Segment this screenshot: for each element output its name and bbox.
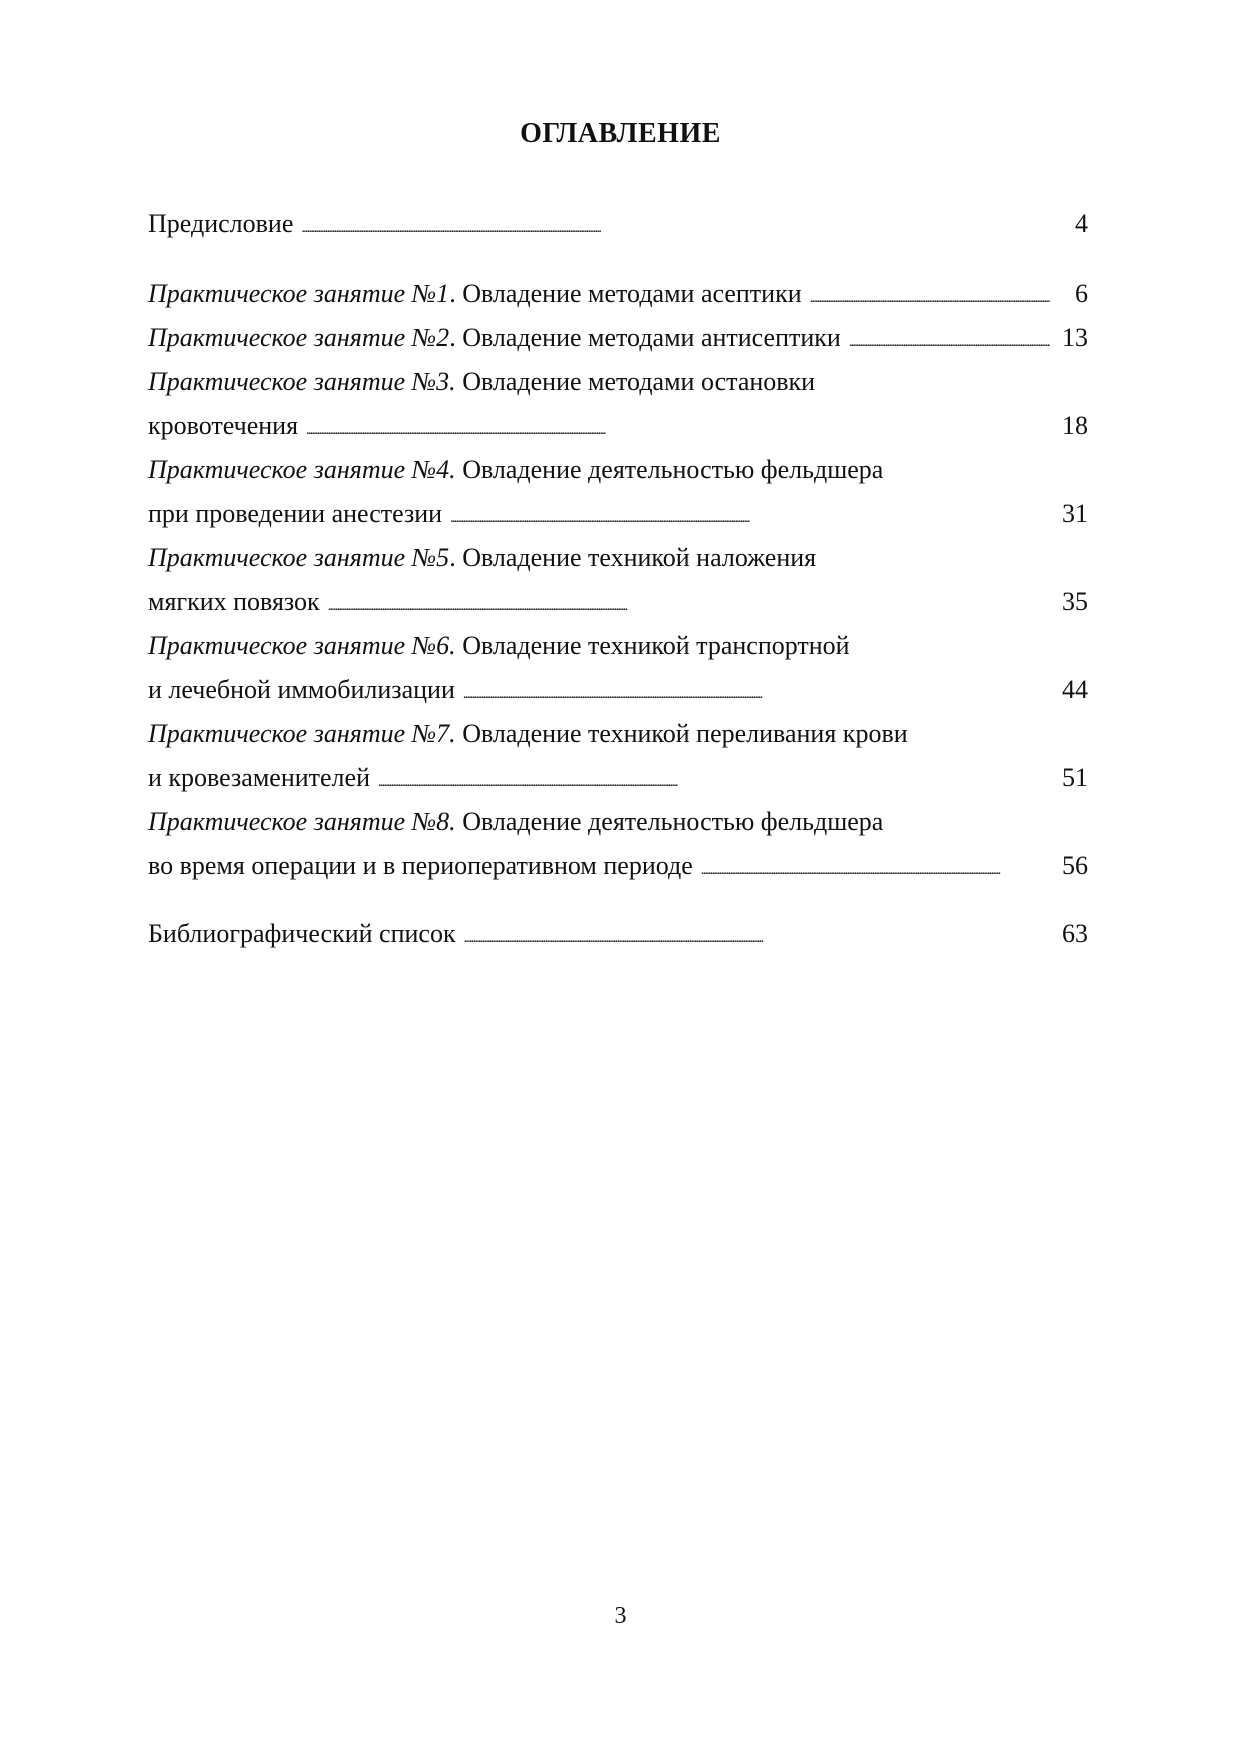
dot-leader (328, 580, 1050, 629)
lesson-title-continued: и кровезаменителей (148, 763, 370, 792)
toc-entry-title (148, 360, 815, 404)
toc-page-number: 44 (1062, 675, 1088, 704)
toc-page-number: 63 (1062, 919, 1088, 948)
lesson-title: Овладение деятельностью фельдшера (455, 455, 884, 484)
toc-page-number: 35 (1062, 587, 1088, 616)
toc-page-number: 31 (1062, 499, 1088, 528)
toc-entry-lesson-1[interactable] (148, 272, 1088, 316)
toc-page-number: 4 (1075, 209, 1088, 238)
toc-entry-second-line (148, 668, 1088, 712)
toc-entry-lesson-8[interactable] (148, 800, 1088, 888)
lesson-prefix: Практическое занятие №5 (148, 543, 450, 572)
toc-entry-second-line (148, 404, 1088, 448)
lesson-title: Овладение методами остановки (455, 367, 816, 396)
toc-entry-first-line (148, 448, 1088, 492)
toc-entry-lesson-2[interactable] (148, 316, 1088, 360)
toc-entry-title (148, 448, 883, 492)
dot-leader (464, 912, 1050, 961)
toc-entry-lesson-7[interactable] (148, 712, 1088, 800)
dot-leader (450, 492, 1050, 541)
dot-leader (378, 756, 1050, 805)
toc-entry-first-line (148, 624, 1088, 668)
toc-page-number: 13 (1062, 323, 1088, 352)
toc-entry-lesson-5[interactable] (148, 536, 1088, 624)
lesson-prefix: Практическое занятие №6. (148, 631, 456, 660)
dot-leader (301, 202, 1050, 251)
lesson-prefix: Практическое занятие №7. (148, 719, 456, 748)
lesson-title: . Овладение техникой наложения (449, 543, 817, 572)
toc-entry-first-line (148, 536, 1088, 580)
lesson-prefix: Практическое занятие №3. (148, 367, 456, 396)
dot-leader (701, 844, 1050, 893)
dot-leader (849, 316, 1050, 365)
lesson-title-continued: при проведении анестезии (148, 499, 443, 528)
toc-entry-lesson-3[interactable] (148, 360, 1088, 448)
toc-page-number: 56 (1062, 851, 1088, 880)
lesson-title: Овладение техникой транспортной (455, 631, 850, 660)
lesson-title-continued: кровотечения (148, 411, 299, 440)
toc-entry-second-line (148, 756, 1088, 800)
toc-entry-second-line (148, 492, 1088, 536)
toc-entry-first-line (148, 712, 1088, 756)
toc-entry-title: Предисловие (148, 209, 294, 238)
dot-leader (463, 668, 1050, 717)
table-of-contents (148, 202, 1088, 956)
dot-leader (810, 272, 1050, 321)
toc-entry-second-line (148, 844, 1088, 888)
toc-entry-lesson-4[interactable] (148, 448, 1088, 536)
toc-entry-title (148, 712, 908, 756)
lesson-prefix: Практическое занятие №4. (148, 455, 456, 484)
lesson-title-continued: во время операции и в периоперативном периоде (148, 851, 693, 880)
lesson-prefix: Практическое занятие №1 (148, 279, 450, 308)
lesson-title: Овладение деятельностью фельдшера (455, 807, 884, 836)
toc-entry-lesson-6[interactable] (148, 624, 1088, 712)
toc-page-number: 6 (1075, 279, 1088, 308)
page-number: 3 (614, 1603, 627, 1629)
toc-entry-first-line (148, 360, 1088, 404)
lesson-prefix: Практическое занятие №8. (148, 807, 456, 836)
toc-entry-title (148, 536, 816, 580)
lesson-title: . Овладение методами антисептики (449, 323, 841, 352)
toc-entry-second-line (148, 580, 1088, 624)
lesson-title-continued: и лечебной иммобилизации (148, 675, 455, 704)
toc-entry-bibliography[interactable] (148, 912, 1088, 956)
toc-entry-title (148, 800, 883, 844)
dot-leader (306, 404, 1050, 453)
lesson-title: Овладение техникой переливания крови (455, 719, 908, 748)
toc-entry-preface[interactable] (148, 202, 1088, 246)
toc-entry-title: Библиографический список (148, 919, 456, 948)
page-title: ОГЛАВЛЕНИЕ (520, 118, 721, 149)
toc-entry-title (148, 316, 841, 360)
toc-entry-first-line (148, 800, 1088, 844)
lesson-title-continued: мягких повязок (148, 587, 320, 616)
toc-entry-title (148, 272, 802, 316)
lesson-title: . Овладение методами асептики (449, 279, 802, 308)
toc-page-number: 18 (1062, 411, 1088, 440)
toc-page-number: 51 (1062, 763, 1088, 792)
toc-entry-title (148, 624, 850, 668)
lesson-prefix: Практическое занятие №2 (148, 323, 450, 352)
